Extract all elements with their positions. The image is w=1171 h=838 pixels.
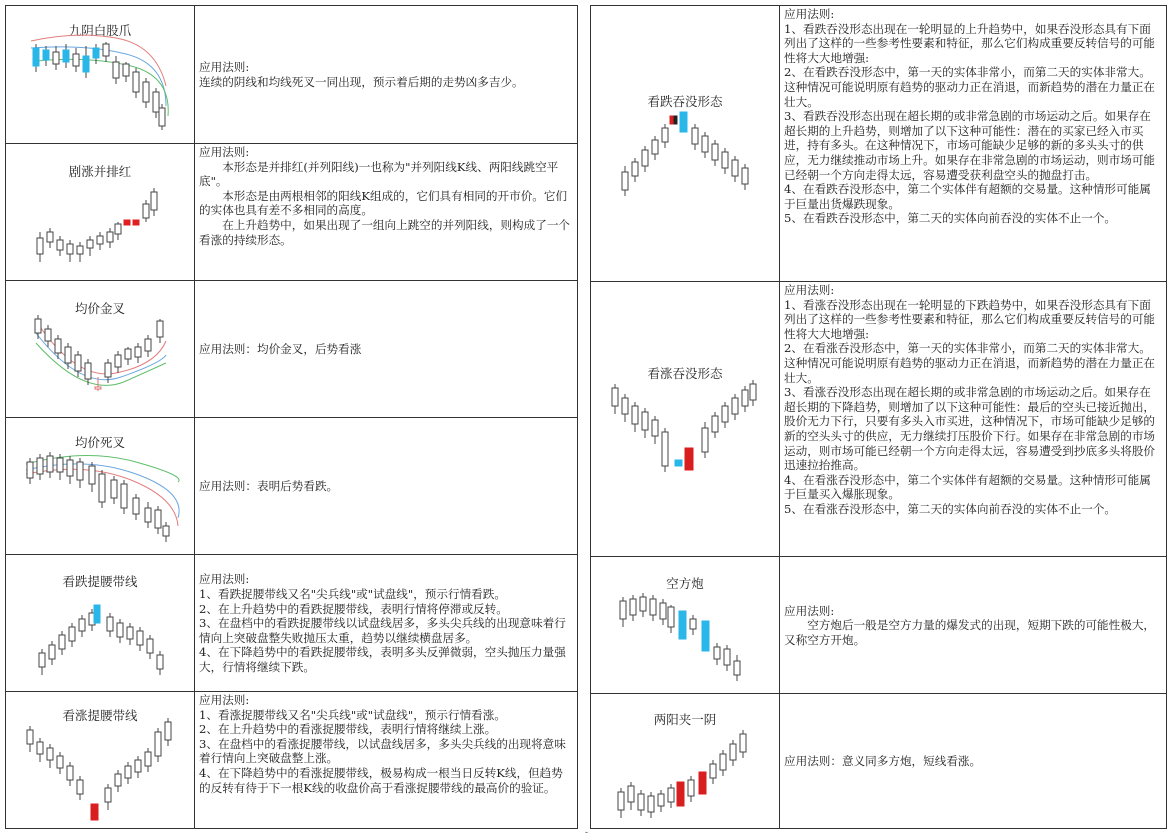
rule-line: 2、在上升趋势中的看跌捉腰带线，表明行情将停滞或反转。 [199, 601, 508, 616]
pattern-row-two-yang-one-yin [591, 693, 1166, 828]
pattern-title: 两阳夹一阴 [653, 712, 717, 727]
pattern-description [195, 555, 577, 691]
pattern-figure [6, 692, 195, 828]
candlestick-chart-bullish-belt-hold [6, 692, 194, 828]
rule-line: 4、在下降趋势中的看涨捉腰带线，极易构成一根当日反转K线，但趋势的反转有待于下一根K线的收盘价高于看涨捉腰带线的最高价的验证。 [199, 765, 563, 795]
right-pattern-table [590, 5, 1167, 829]
rule-line: 1、看涨捉腰带线又名"尖兵线"或"试盘线"，预示行情看涨。 [199, 707, 506, 722]
rule-line: 本形态是并排红(并列阳线)一也称为"并列阳线K线、两阳线跳空平底"。 [199, 159, 559, 189]
rule-line: 应用法则：表明后势看跌。 [199, 479, 339, 494]
rule-line: 2、在看涨吞没形态中，第一天的实体非常小，而第二天的实体非常大。这种情况可能说明原有趋势的驱动力正在消退，而新趋势的潜在力量正在壮大。 [784, 341, 1156, 385]
rule-line: 空方炮后一般是空方力量的爆发式的出现，短期下跌的可能性极大，又称空方开炮。 [784, 618, 1156, 647]
rule-line: 1、看跌吞没形态出现在一轮明显的上升趋势中，如果吞没形态具有下面列出了这样的一些参考性要素和特征，那么它们构成重要反转信号的可能性将大大地增强: [784, 21, 1156, 65]
pattern-title: 看跌吞没形态 [647, 94, 723, 109]
pattern-row-golden-cross [6, 280, 577, 417]
rule-line: 4、在下降趋势中的看跌捉腰带线，表明多头反弹微弱，空头抛压力量强大，行情将继续下跌。 [199, 645, 566, 674]
rule-line: 4、在看跌吞没形态中，第二个实体伴有超额的交易量。这种情形可能属于巨量出货爆跌现象。 [784, 182, 1151, 211]
pattern-title: 九阴白股爪 [68, 23, 132, 38]
left-pattern-table [5, 5, 578, 829]
pattern-figure [6, 281, 195, 417]
rule-line: 2、在看跌吞没形态中，第一天的实体非常小，而第二天的实体非常大。这种情况可能说明原有趋势的驱动力正在消退，而新趋势的潜在力量正在壮大。 [784, 65, 1156, 109]
pattern-description [780, 557, 1166, 693]
pattern-row-parallel-red [6, 143, 577, 280]
rule-heading: 应用法则: [199, 60, 250, 75]
rule-heading: 应用法则: [784, 7, 835, 21]
rule-heading: 应用法则: [784, 603, 835, 618]
rule-heading: 应用法则: [784, 283, 835, 297]
pattern-description [780, 694, 1166, 828]
candlestick-chart-bullish-engulfing [591, 282, 779, 556]
pattern-row-bear-cannon [591, 556, 1166, 693]
pattern-row-bullish-engulfing [591, 281, 1166, 556]
rule-heading: 应用法则: [199, 572, 250, 587]
rule-heading: 应用法则: [199, 145, 250, 159]
candlestick-chart-death-cross [6, 418, 194, 554]
candlestick-chart-bear-cannon [591, 557, 779, 693]
rule-heading: 应用法则: [199, 693, 250, 707]
rule-line: 4、在看涨吞没形态中，第二个实体伴有超额的交易量。这种情形可能属于巨量买入爆胀现象。 [784, 472, 1151, 502]
pattern-figure [6, 418, 195, 554]
candlestick-chart-parallel-red [6, 144, 194, 280]
pattern-figure [591, 282, 780, 556]
rule-line: 3、看跌吞没形态出现在超长期的或非常急剧的市场运动之后。如果存在超长期的上升趋势，则增加了以下这种可能性：潜在的买家已经入市买进，持有多头。在这种情况下，市场可能缺少足够的新的多头头寸的供应，无力继续推动市场上升。如果存在非常急剧的市场运动，则市场可能已经朝一个方向走得太远，容易遭受获利盘空头的抛盘打击。 [784, 109, 1156, 182]
pattern-row-nine-yin [6, 6, 577, 143]
pattern-description [195, 418, 577, 554]
pattern-description [195, 692, 577, 828]
rule-line: 5、在看跌吞没形态中，第二天的实体向前吞没的实体不止一个。 [784, 211, 1117, 226]
rule-line: 5、在看涨吞没形态中，第二天的实体向前吞没的实体不止一个。 [784, 501, 1117, 516]
rule-line: 2、在上升趋势中的看涨捉腰带线，表明行情将继续上涨。 [199, 722, 497, 737]
rule-line: 3、在盘档中的看涨捉腰带线，以试盘线居多，多头尖兵线的出现将意味着行情向上突破盘整上涨。 [199, 736, 566, 766]
pattern-description [780, 6, 1166, 281]
rule-line: 连续的阴线和均线死叉一同出现，预示着后期的走势凶多吉少。 [199, 75, 524, 89]
pattern-title: 均价死叉 [74, 435, 125, 450]
rule-line: 在上升趋势中，如果出现了一组向上跳空的并列阳线，则构成了一个看涨的持续形态。 [199, 217, 571, 247]
rule-line: 3、看涨吞没形态出现在超长期的或非常急剧的市场运动之后。如果存在超长期的下降趋势，则增加了以下这种可能性：最后的空头已接近抛出，股价无力下行，只要有多头入市买进，这种情况下，市场可能缺少足够的新的空头头寸的供应，无力继续打压股价下行。如果存在非常急剧的市场运动，则市场可能已经朝一个方向走得太远，容易遭受到抄底多头将股价迅速拉抬推高。 [784, 385, 1156, 473]
candlestick-chart-bearish-engulfing [591, 6, 779, 280]
pattern-figure [591, 557, 780, 693]
pattern-figure [6, 6, 195, 143]
pattern-title: 均价金叉 [74, 301, 125, 316]
pattern-row-death-cross [6, 417, 577, 554]
candlestick-chart-bearish-belt-hold [6, 555, 194, 691]
pattern-row-bearish-belt-hold [6, 554, 577, 691]
rule-line: 1、看涨吞没形态出现在一轮明显的下跌趋势中，如果吞没形态具有下面列出了这样的一些参考性要素和特征，那么它们构成重要反转信号的可能性将大大地增强: [784, 297, 1156, 341]
pattern-title: 看涨吞没形态 [647, 366, 723, 381]
rule-line: 3、在盘档中的看跌捉腰带线以试盘线居多，多头尖兵线的出现意味着行情向上突破盘整失败抛压太重，趋势以继续横盘居多。 [199, 616, 566, 645]
pattern-description [195, 144, 577, 280]
rule-line: 1、看跌捉腰带线又名"尖兵线"或"试盘线"，预示行情看跌。 [199, 587, 506, 602]
rule-line: 本形态是由两根相邻的阳线K组成的，它们具有相同的开市价。它们的实体也具有差不多相同的高度。 [199, 188, 568, 218]
pattern-description [780, 282, 1166, 556]
candlestick-chart-nine-yin [6, 6, 194, 142]
pattern-figure [591, 694, 780, 828]
pattern-figure [591, 6, 780, 281]
pattern-figure [6, 555, 195, 691]
pattern-title: 看涨提腰带线 [62, 708, 138, 723]
page-footer-mark: - [585, 828, 589, 838]
pattern-row-bullish-belt-hold [6, 691, 577, 828]
rule-line: 应用法则：意义同多方炮，短线看涨。 [784, 754, 982, 769]
pattern-title: 剧涨并排红 [68, 164, 132, 179]
candlestick-chart-two-yang-one-yin [591, 694, 779, 828]
candlestick-chart-golden-cross [6, 281, 194, 417]
rule-line: 应用法则：均价金叉，后势看涨 [199, 342, 362, 357]
pattern-figure [6, 144, 195, 280]
pattern-row-bearish-engulfing [591, 6, 1166, 281]
pattern-description [195, 6, 577, 143]
pattern-description [195, 281, 577, 417]
pattern-title: 看跌提腰带线 [62, 574, 138, 589]
pattern-title: 空方炮 [666, 576, 704, 591]
